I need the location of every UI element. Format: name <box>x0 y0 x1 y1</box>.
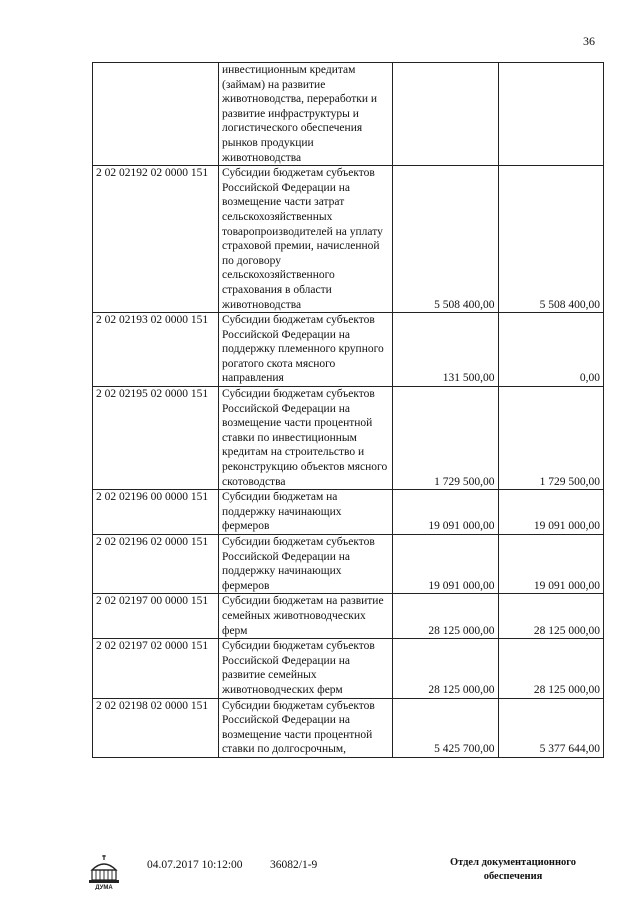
amount-actual-cell: 5 377 644,00 <box>498 698 604 757</box>
amount-actual-cell: 28 125 000,00 <box>498 594 604 639</box>
table-row <box>93 535 604 594</box>
description-cell: Субсидии бюджетам на развитие семейных животноводческих ферм <box>219 594 393 639</box>
amount-actual-cell: 5 508 400,00 <box>498 166 604 313</box>
budget-code-cell: 2 02 02197 02 0000 151 <box>93 639 219 698</box>
amount-plan-cell: 19 091 000,00 <box>393 490 499 535</box>
footer-department: Отдел документационного обеспечения <box>449 857 577 882</box>
duma-building-icon <box>86 852 122 890</box>
description-cell: Субсидии бюджетам субъектов Российской Федерации на поддержку племенного крупного рогатого скота мясного направления <box>219 313 393 387</box>
amount-actual-cell: 0,00 <box>498 313 604 387</box>
amount-plan-cell <box>393 63 499 166</box>
table-row <box>93 639 604 698</box>
amount-actual-cell <box>498 63 604 166</box>
description-cell: Субсидии бюджетам субъектов Российской Федерации на поддержку начинающих фермеров <box>219 535 393 594</box>
table-row <box>93 698 604 757</box>
description-cell: Субсидии бюджетам субъектов Российской Федерации на возмещение части процентной ставки по инвестиционным кредитам на строительство и реконструкцию объектов мясного скотоводства <box>219 387 393 490</box>
amount-plan-cell: 28 125 000,00 <box>393 639 499 698</box>
logo-text: ДУМА <box>95 885 113 890</box>
amount-plan-cell: 19 091 000,00 <box>393 535 499 594</box>
amount-actual-cell: 1 729 500,00 <box>498 387 604 490</box>
amount-plan-cell: 28 125 000,00 <box>393 594 499 639</box>
footer-doc-number: 36082/1-9 <box>270 859 318 871</box>
description-cell: Субсидии бюджетам субъектов Российской Федерации на возмещение части затрат сельскохозяйственных товаропроизводителей на уплату страховой премии, начисленной по договору сельскохозяйственного страхования в области животноводства <box>219 166 393 313</box>
table-row <box>93 490 604 535</box>
page-number: 36 <box>583 34 595 48</box>
budget-code-cell: 2 02 02192 02 0000 151 <box>93 166 219 313</box>
description-cell: Субсидии бюджетам на поддержку начинающих фермеров <box>219 490 393 535</box>
table-row <box>93 63 604 166</box>
amount-actual-cell: 19 091 000,00 <box>498 490 604 535</box>
amount-plan-cell: 5 425 700,00 <box>393 698 499 757</box>
budget-code-cell: 2 02 02198 02 0000 151 <box>93 698 219 757</box>
amount-plan-cell: 1 729 500,00 <box>393 387 499 490</box>
table-row <box>93 313 604 387</box>
table-row <box>93 387 604 490</box>
budget-code-cell: 2 02 02197 00 0000 151 <box>93 594 219 639</box>
amount-plan-cell: 131 500,00 <box>393 313 499 387</box>
budget-table <box>92 62 604 758</box>
budget-code-cell: 2 02 02196 00 0000 151 <box>93 490 219 535</box>
budget-code-cell: 2 02 02193 02 0000 151 <box>93 313 219 387</box>
description-cell: Субсидии бюджетам субъектов Российской Федерации на развитие семейных животноводческих ферм <box>219 639 393 698</box>
budget-code-cell: 2 02 02196 02 0000 151 <box>93 535 219 594</box>
description-cell: инвестиционным кредитам (займам) на развитие животноводства, переработки и развитие инфраструктуры и логистического обеспечения рынков продукции животноводства <box>219 63 393 166</box>
table-row <box>93 166 604 313</box>
amount-plan-cell: 5 508 400,00 <box>393 166 499 313</box>
amount-actual-cell: 28 125 000,00 <box>498 639 604 698</box>
budget-code-cell <box>93 63 219 166</box>
budget-code-cell: 2 02 02195 02 0000 151 <box>93 387 219 490</box>
table-row <box>93 594 604 639</box>
footer-datetime: 04.07.2017 10:12:00 <box>147 859 243 871</box>
description-cell: Субсидии бюджетам субъектов Российской Федерации на возмещение части процентной ставки по долгосрочным, <box>219 698 393 757</box>
amount-actual-cell: 19 091 000,00 <box>498 535 604 594</box>
